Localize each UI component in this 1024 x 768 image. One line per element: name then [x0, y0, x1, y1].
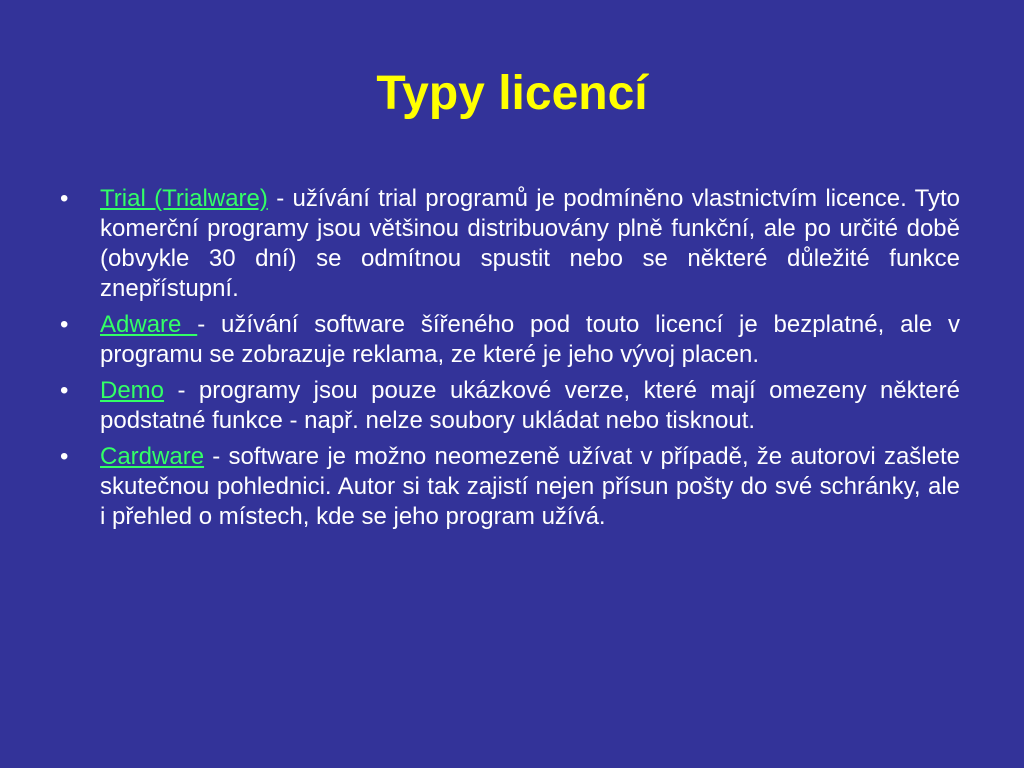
bullet-dot-icon: •: [60, 311, 69, 338]
bullet-item-adware: [60, 310, 960, 370]
term-link-adware[interactable]: Adware: [100, 311, 198, 338]
term-link-trial[interactable]: Trial (Trialware): [100, 185, 268, 212]
bullet-list: [60, 184, 960, 538]
bullet-dot-icon: •: [60, 185, 69, 212]
term-description-demo: - programy jsou pouze ukázkové verze, které mají omezeny některé podstatné funkce - např. nelze soubory ukládat nebo tisknout.: [100, 377, 960, 434]
slide-title: Typy licencí: [376, 67, 648, 120]
bullet-item-trial: [60, 184, 960, 304]
term-link-cardware[interactable]: Cardware: [100, 443, 205, 470]
term-description-trial: - užívání trial programů je podmíněno vlastnictvím licence. Tyto komerční programy jsou většinou distribuovány plně funkční, ale po určité době (obvykle 30 dní) se odmítnou spustit nebo se některé důležité funkce znepřístupní.: [100, 185, 961, 302]
bullet-dot-icon: •: [60, 443, 69, 470]
bullet-item-demo: [60, 376, 960, 436]
term-link-demo[interactable]: Demo: [100, 377, 165, 404]
term-description-adware: - užívání software šířeného pod touto licencí je bezplatné, ale v programu se zobrazuje reklama, ze které je jeho vývoj placen.: [100, 311, 960, 368]
bullet-dot-icon: •: [60, 377, 69, 404]
bullet-item-cardware: [60, 442, 960, 532]
term-description-cardware: - software je možno neomezeně užívat v případě, že autorovi zašlete skutečnou pohlednici. Autor si tak zajistí nejen přísun pošty do své schránky, ale i přehled o místech, kde se jeho program užívá.: [100, 443, 960, 530]
